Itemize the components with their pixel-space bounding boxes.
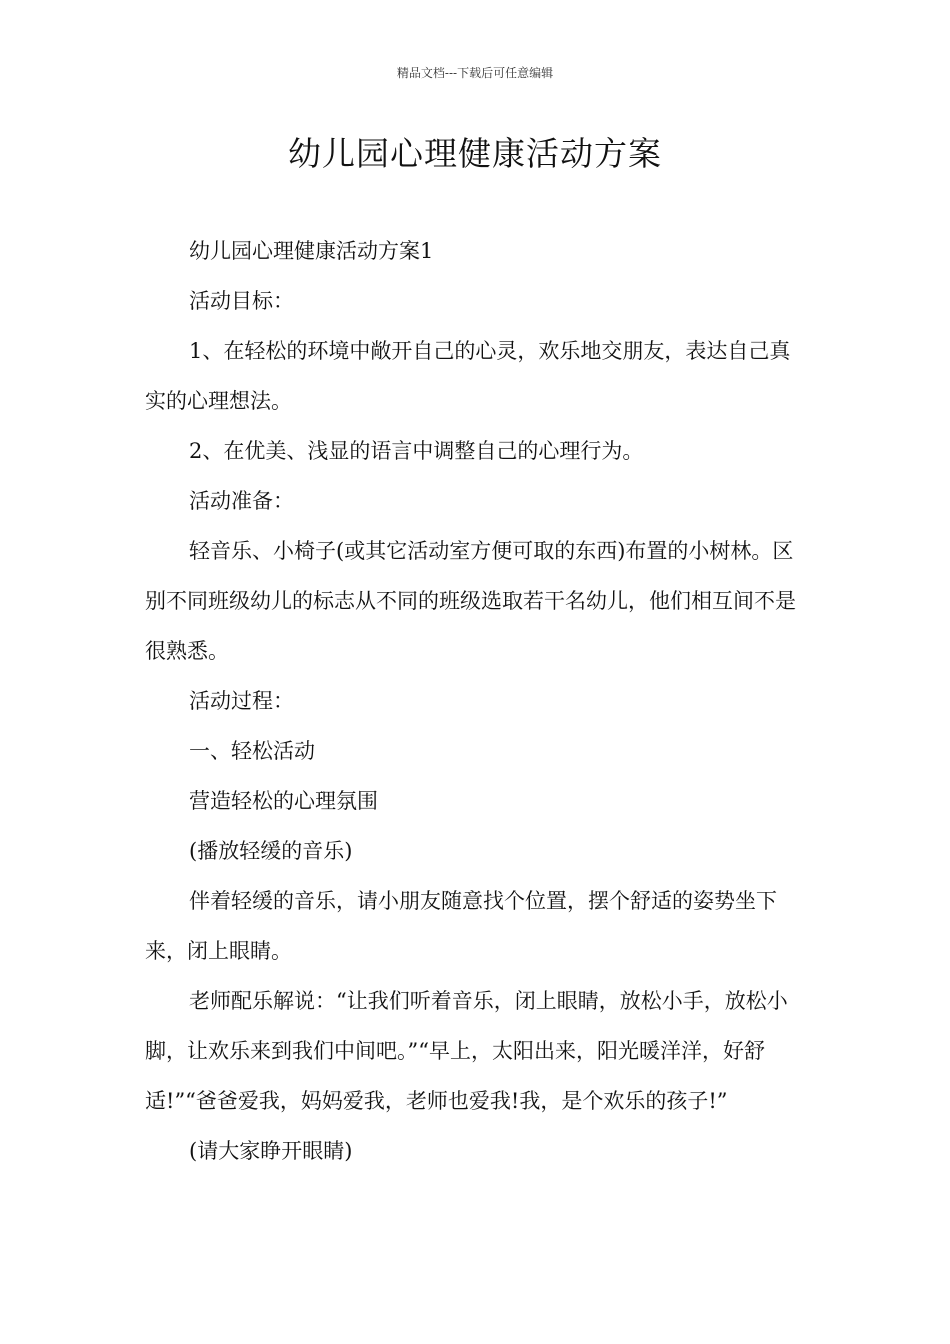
paragraph: 2、在优美、浅显的语言中调整自己的心理行为。 — [189, 439, 644, 463]
paragraph: 活动准备： — [189, 489, 294, 513]
paragraph: (播放轻缓的音乐) — [189, 839, 353, 863]
paragraph: 活动过程： — [189, 689, 294, 713]
paragraph: (请大家睁开眼睛) — [189, 1139, 353, 1163]
document-body — [145, 226, 810, 1176]
section-heading: 幼儿园心理健康活动方案1 — [189, 239, 434, 263]
paragraph: 营造轻松的心理氛围 — [189, 789, 378, 813]
paragraph: 老师配乐解说：“让我们听着音乐，闭上眼睛，放松小手，放松小脚，让欢乐来到我们中间吧。”“早上，太阳出来，阳光暖洋洋，好舒适!”“爸爸爱我，妈妈爱我，老师也爱我!我，是个欢乐的孩子!” — [145, 989, 788, 1113]
paragraph: 轻音乐、小椅子(或其它活动室方便可取的东西)布置的小树林。区别不同班级幼儿的标志从不同的班级选取若干名幼儿，他们相互间不是很熟悉。 — [145, 539, 796, 663]
paragraph: 伴着轻缓的音乐，请小朋友随意找个位置，摆个舒适的姿势坐下来，闭上眼睛。 — [145, 889, 777, 963]
page-header-note: 精品文档---下载后可任意编辑 — [396, 66, 554, 80]
document-title: 幼儿园心理健康活动方案 — [288, 134, 662, 173]
paragraph: 一、轻松活动 — [189, 739, 315, 763]
paragraph: 活动目标： — [189, 289, 294, 313]
paragraph: 1、在轻松的环境中敞开自己的心灵，欢乐地交朋友，表达自己真实的心理想法。 — [145, 339, 791, 413]
